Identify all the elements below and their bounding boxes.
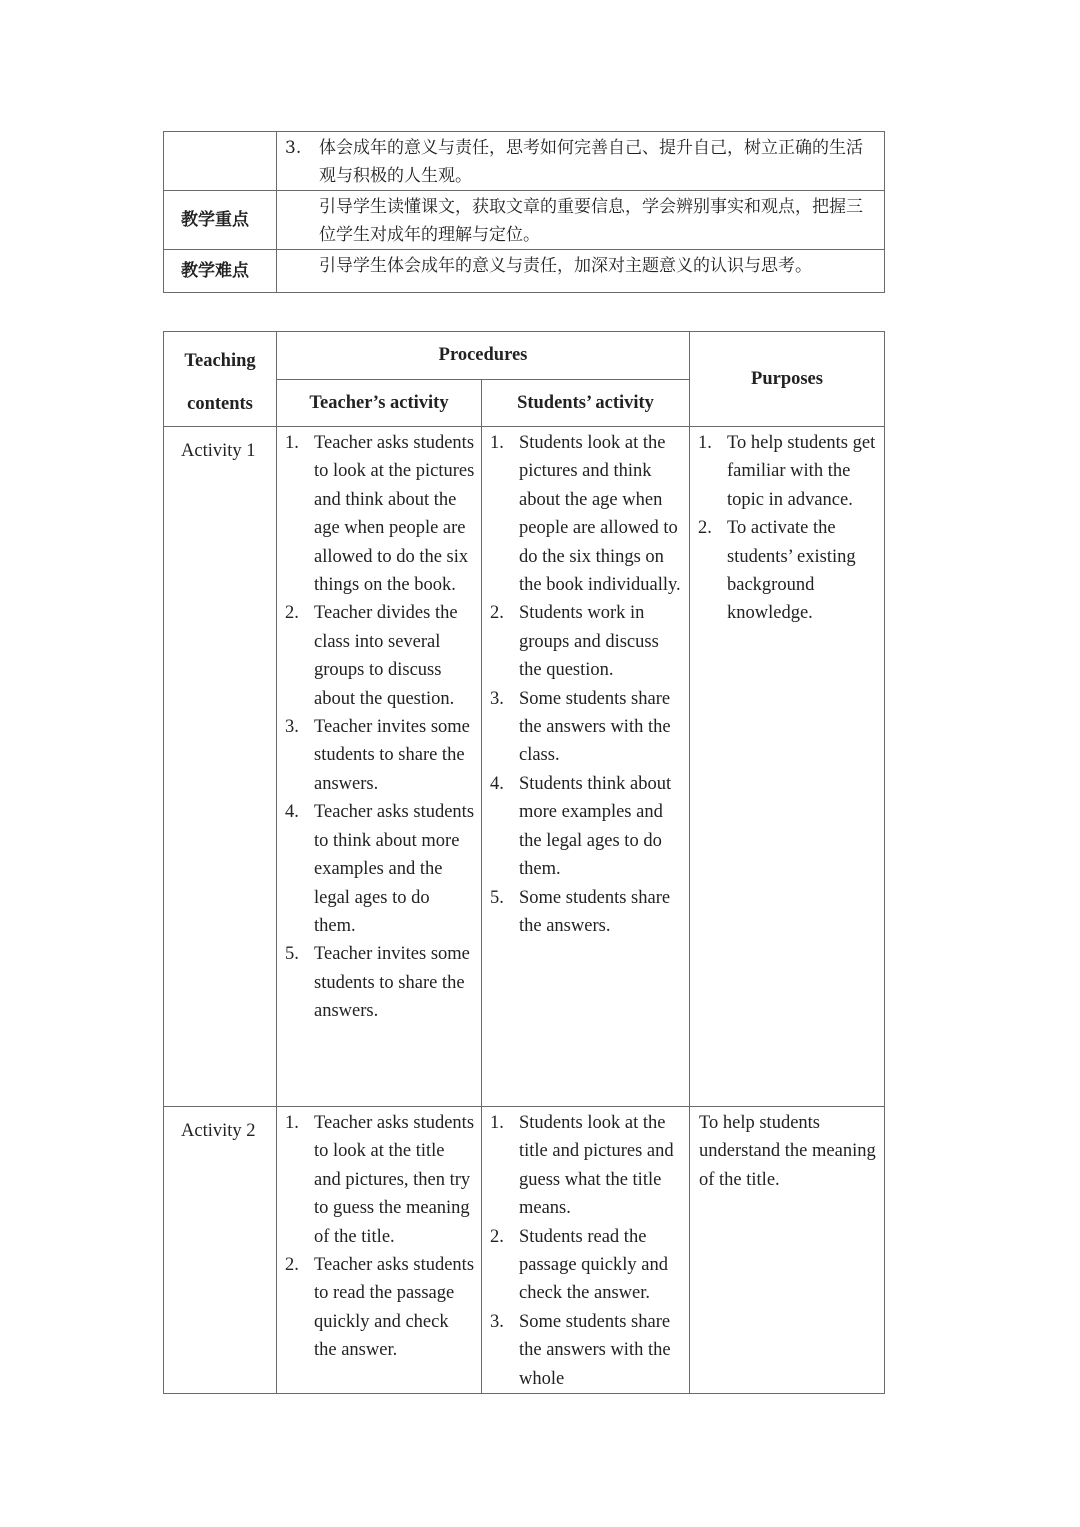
list-item: 1. Teacher asks students to look at the pictures and think about the age when people are allowed to do the six things on the book. xyxy=(285,433,475,596)
list-item: 1. Teacher asks students to look at the title and pictures, then try to guess the meaning of the title. xyxy=(285,1113,475,1247)
list-item: 1. To help students get familiar with the topic in advance. xyxy=(698,433,876,510)
teacher-activity-header: Teacher’s activity xyxy=(277,380,482,427)
list-item: 2. Students read the passage quickly and check the answer. xyxy=(490,1226,668,1304)
list-item: 1. Students look at the title and pictures and guess what the title means. xyxy=(490,1113,674,1219)
activity-label: Activity 1 xyxy=(164,427,277,1107)
purposes-cell xyxy=(690,427,885,1107)
list-item: 5. Teacher invites some students to share the answers. xyxy=(285,944,470,1022)
key-points-label: 教学重点 xyxy=(164,191,277,250)
list-item: 1. Students look at the pictures and think about the age when people are allowed to do the six things on the book individually. xyxy=(490,433,681,596)
list-item: 2. To activate the students’ existing background knowledge. xyxy=(698,518,856,624)
objective-item-3 xyxy=(277,132,885,191)
teacher-activity-cell xyxy=(277,427,482,1107)
list-item: 2. Students work in groups and discuss the question. xyxy=(490,603,659,681)
key-points-row xyxy=(164,191,885,250)
difficult-points-label: 教学难点 xyxy=(164,250,277,293)
list-item: 2. Teacher asks students to read the passage quickly and check the answer. xyxy=(285,1255,475,1361)
activity-row xyxy=(164,1107,885,1394)
teacher-activity-cell xyxy=(277,1107,482,1394)
list-item: 2. Teacher divides the class into several groups to discuss about the question. xyxy=(285,603,458,709)
activity-row xyxy=(164,427,885,1107)
list-item: 4. Students think about more examples and the legal ages to do them. xyxy=(490,773,672,880)
procedure-table xyxy=(163,331,885,1394)
list-item: 3. Teacher invites some students to share the answers. xyxy=(285,717,470,794)
list-item: 3. Some students share the answers with the class. xyxy=(490,688,671,766)
teaching-contents-header xyxy=(164,332,277,427)
activity-label: Activity 2 xyxy=(164,1107,277,1394)
purposes-cell: To help students understand the meaning of the title. xyxy=(690,1107,885,1394)
students-activity-cell xyxy=(482,427,690,1107)
list-item: 3. Some students share the answers with the whole xyxy=(490,1311,671,1389)
key-points-text: 引导学生读懂课文，获取文章的重要信息，学会辨别事实和观点，把握三位学生对成年的理解与定位。 xyxy=(277,191,885,250)
empty-label-cell xyxy=(164,132,277,191)
students-activity-header: Students’ activity xyxy=(482,380,690,427)
list-item: 4. Teacher asks students to think about more examples and the legal ages to do them. xyxy=(285,802,475,936)
objective-text: 体会成年的意义与责任，思考如何完善自己、提升自己，树立正确的生活观与积极的人生观。 xyxy=(319,138,863,186)
objective-row-3 xyxy=(164,132,885,191)
procedures-header: Procedures xyxy=(277,332,690,380)
difficult-points-text: 引导学生体会成年的意义与责任，加深对主题意义的认识与思考。 xyxy=(277,250,885,293)
teaching-header-line2: contents xyxy=(187,394,253,414)
difficult-points-row xyxy=(164,250,885,293)
list-item: 5. Some students share the answers. xyxy=(490,887,671,936)
teaching-header-line1: Teaching xyxy=(184,351,256,371)
purposes-header: Purposes xyxy=(690,332,885,427)
teaching-objectives-table xyxy=(163,131,885,293)
students-activity-cell xyxy=(482,1107,690,1394)
list-number: 3. xyxy=(285,138,302,158)
header-row-1 xyxy=(164,332,885,380)
